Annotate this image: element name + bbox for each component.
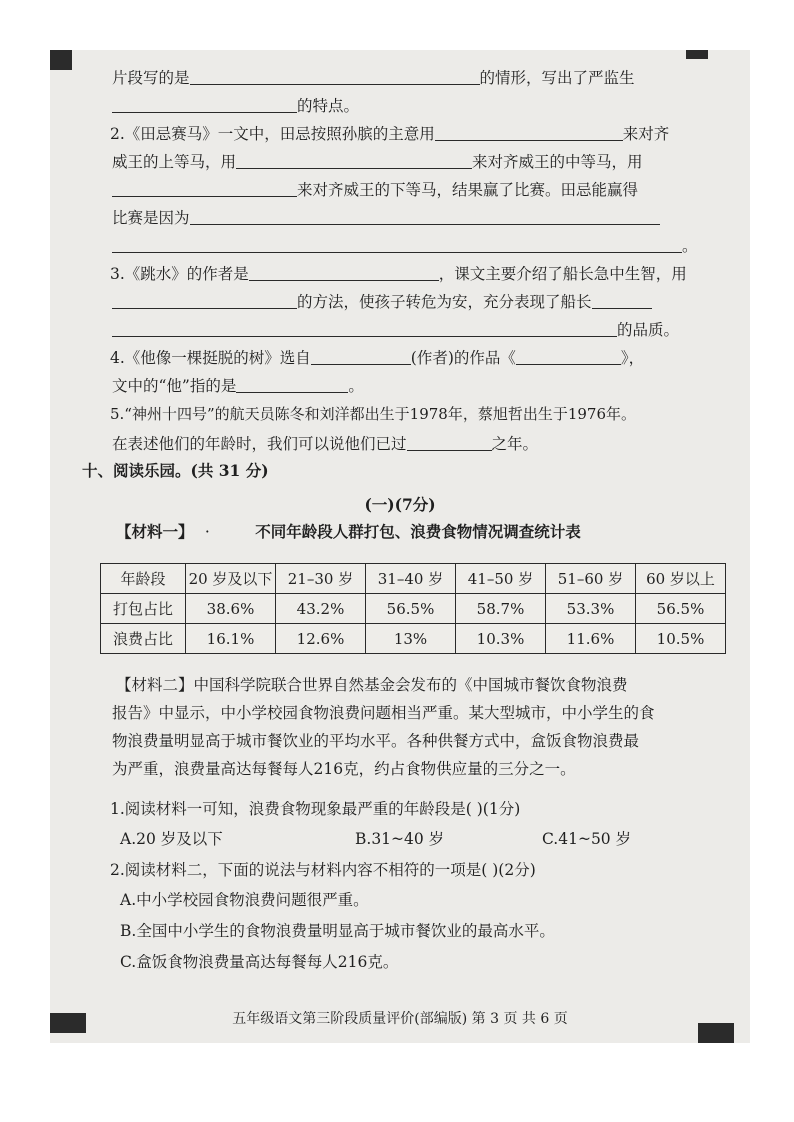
option-a[interactable]: A.20 岁及以下 <box>120 830 223 848</box>
text-line: 来对齐威王的下等马，结果赢了比赛。田忌能赢得 <box>112 180 638 200</box>
option-c[interactable]: C.盒饭食物浪费量高达每餐每人216克。 <box>120 953 399 971</box>
text-line: 3.《跳水》的作者是 ，课文主要介绍了船长急中生智，用 <box>110 265 687 283</box>
text-line: 的品质。 <box>112 320 679 340</box>
option-a[interactable]: A.中小学校园食物浪费问题很严重。 <box>120 891 369 909</box>
section-title: 十、阅读乐园。(共 31 分) <box>82 461 269 480</box>
part-title: (一)(7分) <box>364 495 436 514</box>
text-line: 片段写的是 的情形，写出了严监生 <box>112 69 635 87</box>
exam-page <box>50 50 750 1043</box>
answer-blank[interactable] <box>236 376 348 393</box>
answer-blank[interactable] <box>112 96 297 113</box>
question-1: 1.阅读材料一可知，浪费食物现象最严重的年龄段是( )(1分) <box>110 800 521 818</box>
table-row: 打包占比 38.6% 43.2% 56.5% 58.7% 53.3% 56.5% <box>101 594 726 624</box>
option-b[interactable]: B.全国中小学生的食物浪费量明显高于城市餐饮业的最高水平。 <box>120 922 555 940</box>
material2-line: 【材料二】中国科学院联合世界自然基金会发布的《中国城市餐饮食物浪费 <box>116 676 628 694</box>
registration-mark-top-right <box>686 50 708 59</box>
table-row: 浪费占比 16.1% 12.6% 13% 10.3% 11.6% 10.5% <box>101 624 726 654</box>
material2-line: 为严重，浪费量高达每餐每人216克，约占食物供应量的三分之一。 <box>112 760 576 778</box>
answer-blank[interactable] <box>190 208 660 225</box>
text-line: 4.《他像一棵挺脱的树》选自 (作者)的作品《 》， <box>110 349 645 367</box>
answer-blank[interactable] <box>516 348 621 365</box>
answer-blank[interactable] <box>592 292 652 309</box>
answer-blank[interactable] <box>112 320 617 337</box>
text-line: 比赛是因为 <box>112 208 660 228</box>
answer-blank[interactable] <box>236 152 472 169</box>
text-line: 的特点。 <box>112 96 359 116</box>
question-2: 2.阅读材料二，下面的说法与材料内容不相符的一项是( )(2分) <box>110 861 536 879</box>
answer-blank[interactable] <box>407 434 492 451</box>
material2-line: 物浪费量明显高于城市餐饮业的平均水平。各种供餐方式中，盒饭食物浪费最 <box>112 732 640 750</box>
answer-blank[interactable] <box>112 180 297 197</box>
material1-heading: 【材料一】 · 不同年龄段人群打包、浪费食物情况调查统计表 <box>116 522 581 541</box>
table-header-row: 年龄段 20 岁及以下 21–30 岁 31–40 岁 41–50 岁 51–60 岁 60 岁以上 <box>101 564 726 594</box>
answer-blank[interactable] <box>190 68 480 85</box>
answer-blank[interactable] <box>435 124 623 141</box>
text-line: 。 <box>112 236 698 256</box>
material2-line: 报告》中显示，中小学校园食物浪费问题相当严重。某大型城市，中小学生的食 <box>112 704 655 722</box>
answer-blank[interactable] <box>112 236 682 253</box>
text-line: 在表述他们的年龄时，我们可以说他们已过 之年。 <box>112 435 539 453</box>
text-line: 威王的上等马，用 来对齐威王的中等马，用 <box>112 153 643 171</box>
text-line: 的方法，使孩子转危为安，充分表现了船长 <box>112 292 652 312</box>
option-b[interactable]: B.31~40 岁 <box>355 830 445 848</box>
text-line: 文中的“他”指的是 。 <box>112 377 364 395</box>
text-line: 2.《田忌赛马》一文中，田忌按照孙膑的主意用 来对齐 <box>110 125 670 143</box>
answer-blank[interactable] <box>112 292 297 309</box>
answer-blank[interactable] <box>249 264 439 281</box>
registration-mark-top-left <box>50 50 72 70</box>
option-c[interactable]: C.41~50 岁 <box>542 830 632 848</box>
survey-table <box>100 563 726 654</box>
answer-blank[interactable] <box>311 348 411 365</box>
page-footer: 五年级语文第三阶段质量评价(部编版) 第 3 页 共 6 页 <box>232 1011 568 1027</box>
material1-title: 不同年龄段人群打包、浪费食物情况调查统计表 <box>255 522 581 541</box>
text-line: 5.“神州十四号”的航天员陈冬和刘洋都出生于1978年，蔡旭哲出生于1976年。 <box>110 405 636 423</box>
